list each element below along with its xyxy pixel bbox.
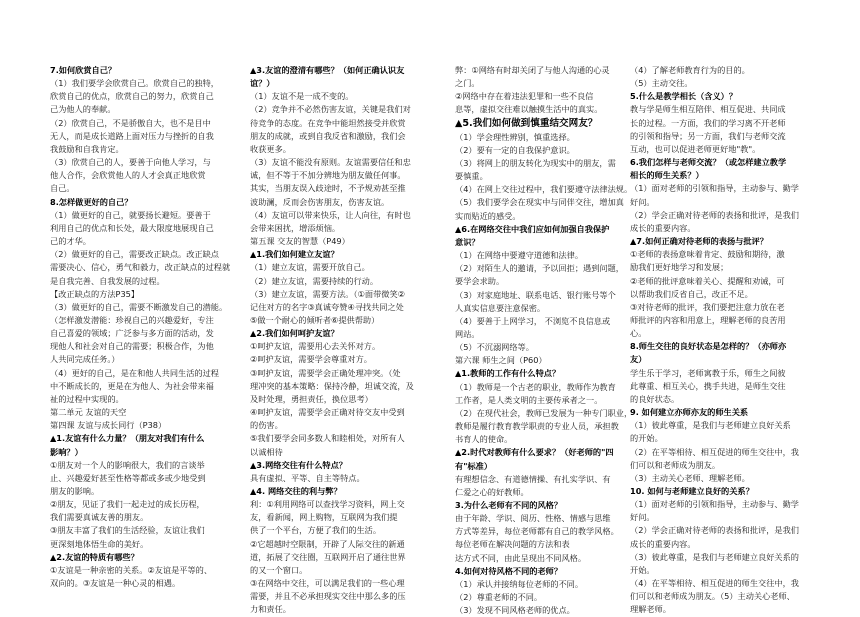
text-line: 其实，当朋友误入歧途时，不予规劝甚至推 [250, 183, 406, 194]
text-line: （1）建立友谊，需要开放自己。 [250, 262, 370, 273]
text-line: （3）彼此尊重，是我们与老师建立良好关系的 [630, 551, 799, 562]
column-1 [50, 64, 248, 590]
text-line: （1）我们要学会欣赏自己。欣赏自己的独特， [50, 78, 219, 89]
text-line: 要慎重。 [455, 171, 488, 182]
text-line: （2）做更好的自己，需要改正缺点。改正缺点 [50, 249, 219, 260]
text-line: （2）要有一定的自我保护意识。 [455, 144, 575, 155]
text-line: 欣赏自己的优点，欣赏自己的努力，欣赏自己 [50, 91, 214, 102]
text-line: （3）主动关心老师、理解老师。 [630, 472, 750, 483]
text-line: ⑤做一个耐心的倾听者⑥提供帮助） [250, 314, 380, 325]
section-heading: 谊？） [250, 78, 275, 89]
text-line: （5）主动交往。 [630, 78, 693, 89]
text-line: 会带来困扰，增添烦恼。 [250, 222, 341, 233]
text-line: （3）发现不同风格老师的优点。 [455, 605, 575, 616]
text-line: （2）在现代社会，教师已发展为一种专门职业， [455, 407, 633, 418]
text-line: 弊：①网络有时却关闭了与他人沟通的心灵 [455, 65, 610, 75]
text-line: 的引领和指导；另一方面，我们与老师交流 [630, 130, 786, 141]
text-line: （2）学会正确对待老师的表扬和批评，是我们 [630, 209, 799, 220]
text-line: 需要，并且不必承担现实交往中那么多的压 [250, 591, 406, 602]
text-line: （1）友谊不是一成不变的。 [250, 91, 354, 102]
text-line: 理冲突的基本策略：保持冷静，坦诚交流，及 [250, 380, 414, 391]
text-line: ⑤我们要学会同多数人和睦相处，对所有人 [250, 433, 405, 444]
text-line: 中不断成长的，更是在为他人、为社会带来福 [50, 380, 214, 391]
text-line: ①呵护友谊，需要用心去关怀对方。 [250, 341, 381, 352]
section-heading: ▲2.友谊的特质有哪些？ [50, 551, 139, 562]
text-line: 教与学是师生相互陪伴、相互促进、共同成 [630, 104, 786, 115]
text-line: ③呵护友谊，需要学会正确处理冲突。（处 [250, 367, 401, 378]
text-line: ②它超越时空限制，开辟了人际交往的新通 [250, 538, 405, 549]
text-line: （4）在平等相待、相互促进的师生交往中，我 [630, 578, 799, 589]
text-line: 以帮助我们反省自己，改正不足。 [630, 288, 753, 299]
section-heading: 4.如何对待风格不同的老师？ [455, 565, 563, 576]
text-line: ①朋友对一个人的影响很大，我们的言谈举 [50, 459, 205, 470]
column-3 [455, 64, 655, 617]
text-line: 好问。 [630, 196, 655, 207]
section-heading: 3.为什么老师有不同的风格？ [455, 500, 563, 510]
text-line: （2）学会正确对待老师的表扬和批评，是我们 [630, 525, 799, 536]
text-line: 教师是履行教育教学职责的专业人员，承担教 [455, 421, 619, 432]
text-line: 的良好状态。 [630, 393, 680, 404]
text-line: 以诚相待 [250, 446, 283, 457]
text-line: 达方式不同，由此呈现出不同风格。 [455, 552, 587, 563]
section-heading: ▲1.我们如何建立友谊？ [250, 249, 339, 260]
text-line: ①友谊是一种亲密的关系。②友谊是平等的、 [50, 564, 213, 575]
text-line: 们可以和老师成为朋友。 [630, 459, 721, 470]
text-line: 第二单元 友谊的天空 [50, 407, 127, 418]
text-line: （2）尊重老师的不同。 [455, 592, 543, 603]
text-line: （3）欣赏自己的人，要善于向他人学习，与 [50, 157, 211, 168]
text-line: 互动，也可以促进老师更好地"教"。 [630, 143, 761, 154]
text-line: （3）建立友谊，需要方法。（①面带微笑② [250, 288, 405, 299]
text-line: （4）了解老师教育行为的目的。 [630, 65, 750, 75]
text-line: （4）在网上交往过程中，我们要遵守法律法规。 [455, 184, 633, 195]
text-line: （5）不沉溺网络等。 [455, 342, 534, 353]
text-line: （3）将网上的朋友转化为现实中的朋友，需 [455, 157, 616, 168]
text-line: 自己喜爱的领域；广泛参与多方面的活动，发 [50, 328, 214, 339]
section-heading: ▲2.时代对教师有什么要求？（好老师的"四 [455, 447, 614, 458]
section-heading: 10. 如何与老师建立良好的关系？ [630, 486, 754, 496]
section-heading: ▲2.我们如何呵护友谊？ [250, 328, 339, 339]
text-line: 心。 [630, 328, 647, 339]
text-line: 工作者，是人类文明的主要传承者之一。 [455, 394, 603, 405]
text-line: 成长的重要内容。 [630, 538, 696, 549]
section-heading: ▲3.友谊的澄清有哪些？（如何正确认识友 [250, 65, 405, 75]
text-line: 网站。 [455, 328, 480, 339]
text-line: ①老师的表扬意味着肯定、鼓励和期待，激 [630, 249, 785, 260]
text-line: 要学会求助。 [455, 276, 505, 287]
section-heading: 9. 如何建立亦师亦友的师生关系 [630, 407, 749, 418]
section-heading: 8.师生交往的良好状态是怎样的？（亦师亦 [630, 341, 787, 352]
text-line: 书育人的使命。 [455, 434, 513, 445]
text-line: ②老师的批评意味着关心、提醒和劝诫，可 [630, 275, 785, 286]
section-heading: ▲4. 网络交往的利与弊？ [250, 486, 342, 496]
text-line: （1）在网络中要遵守道德和法律。 [455, 250, 584, 261]
text-line: 的伤害。 [250, 420, 283, 431]
text-line: 每位老师在解决问题的方法和表 [455, 539, 570, 550]
text-line: 长的过程。一方面，我们的学习离不开老师 [630, 117, 786, 128]
section-heading: 7.如何欣赏自己？ [50, 65, 117, 75]
text-line: 己的才华。 [50, 236, 91, 247]
text-line: ④呵护友谊，需要学会正确对待交友中受到 [250, 407, 405, 418]
section-heading: 友） [630, 354, 647, 365]
text-line: （1）做更好的自己，就要扬长避短。要善于 [50, 209, 211, 220]
text-line: 止、兴趣爱好甚至性格等都或多或少地受到 [50, 472, 206, 483]
text-line: 我鼓励和自我肯定。 [50, 143, 124, 154]
text-line: 友，看新闻，网上购物，互联网为我们提 [250, 512, 398, 523]
text-line: （1）学会理性辨别，慎重选择。 [455, 131, 575, 142]
section-heading: 意识？ [455, 236, 480, 247]
text-line: （2）建立友谊，需要持续的行动。 [250, 275, 379, 286]
section-heading: ▲7.如何正确对待老师的表扬与批评？ [630, 236, 768, 247]
text-line: 己为他人的奉献。 [50, 104, 116, 115]
text-line: 理解老师。 [630, 604, 671, 615]
text-line: 需要决心、信心，勇气和毅力，改正缺点的过程就 [50, 262, 231, 273]
text-line: （1）面对老师的引领和指导，主动参与、勤学 [630, 499, 799, 510]
text-line: 收获更多。 [250, 143, 291, 154]
text-line: 是自我完善、自我发展的过程。 [50, 275, 165, 286]
text-line: ③朋友丰富了我们的生活经验，友谊让我们 [50, 525, 205, 536]
text-line: 供了一个平台，方便了我们的生活。 [250, 525, 382, 536]
section-heading: ▲1.友谊有什么力量？（朋友对我们有什么 [50, 433, 205, 444]
section-heading: 5.什么是教学相长（含义）？ [630, 91, 738, 102]
text-line: 好问。 [630, 512, 655, 523]
text-line: 力和责任。 [250, 604, 291, 615]
text-line: （怎样激发潜能：珍视自己的兴趣爱好，专注 [50, 314, 214, 325]
section-heading: 有"标准） [455, 460, 493, 471]
text-line: 波助澜，反而会伤害朋友，伤害友谊。 [250, 196, 390, 207]
text-line: （2）竞争并不必然伤害友谊，关键是我们对 [250, 104, 411, 115]
text-line: 方式等差异，每位老师都有自己的教学风格。 [455, 526, 619, 537]
text-line: 励我们更好地学习和发展； [630, 262, 729, 273]
text-line: 开始。 [630, 564, 655, 575]
text-line: （1）教师是一个古老的职业，教师作为教育 [455, 381, 616, 392]
text-line: 道，拓展了交往圈，互联网开启了通往世界 [250, 551, 406, 562]
text-line: ②网络中存在着违法犯罪和一些不良信 [455, 91, 594, 102]
text-line: （1）承认并接纳每位老师的不同。 [455, 578, 584, 589]
text-line: 我们需要真诚友善的朋友。 [50, 512, 149, 523]
text-line: 第五课 交友的智慧（P49） [250, 236, 350, 247]
text-line: 现他人和社会对自己的需要；积极合作，为他 [50, 341, 214, 352]
text-line: 此尊重、相互关心，携手共进，是师生交往 [630, 380, 786, 391]
text-line: 仁爱之心的好教师。 [455, 486, 529, 497]
section-heading: ▲5.我们如何做到慎重结交网友？ [455, 117, 598, 129]
text-line: 祉的过程中实现的。 [50, 393, 124, 404]
text-line: （2）在平等相待、相互促进的师生交往中，我 [630, 446, 799, 457]
text-line: （3）做更好的自己，需要不断激发自己的潜能。 [50, 301, 228, 312]
column-2 [250, 64, 450, 617]
text-line: ②朋友，见证了我们一起走过的成长历程， [50, 499, 205, 510]
text-line: 利用自己的优点和长处，最大限度地展现自己 [50, 222, 214, 233]
text-line: 学生乐于学习，老师寓教于乐，师生之间彼 [630, 367, 786, 378]
text-line: 诚，但不等于不加分辨地为朋友做任何事。 [250, 170, 406, 181]
text-line: （4）更好的自己，是在和他人共同生活的过程 [50, 367, 219, 378]
section-heading: ▲6.在网络交往中我们应如何加强自我保护 [455, 223, 610, 234]
text-line: 息等，虚拟交往难以触摸生活中的真实。 [455, 104, 603, 115]
text-line: 记住对方的名字③真诚夸赞④寻找共同之处 [250, 301, 404, 312]
section-heading: 影响？） [50, 446, 83, 457]
text-line: 师批评的内容和用意上，理解老师的良苦用 [630, 314, 786, 325]
text-line: ③对待老师的批评，我们要把注意力放在老 [630, 301, 785, 312]
text-line: ②呵护友谊，需要学会尊重对方。 [250, 354, 372, 365]
text-line: （4）要善于上网学习， 不浏览不良信息或 [455, 315, 611, 326]
text-line: 第四课 友谊与成长同行（P38） [50, 420, 167, 431]
text-line: 的开始。 [630, 433, 663, 444]
text-line: 朋友的成就，或到自我反省和激励，我们会 [250, 130, 406, 141]
section-heading: ▲3.网络交往有什么特点？ [250, 459, 347, 470]
text-line: （2）对陌生人的邀请，予以回拒；遇到问题， [455, 263, 624, 274]
section-heading: 6.我们怎样与老师交流？（或怎样建立教学 [630, 157, 787, 168]
text-line: 由于年龄、学识、阅历、性格、情感与思维 [455, 513, 611, 524]
text-line: 利：①利用网络可以查找学习资料，网上交 [250, 499, 405, 510]
text-line: （5）我们要学会在现实中与同伴交往，增加真 [455, 197, 624, 208]
text-line: （1）彼此尊重，是我们与老师建立良好关系 [630, 420, 791, 431]
text-line: 成长的重要内容。 [630, 222, 696, 233]
text-line: 有理想信念、有道德情操、有扎实学识、有 [455, 473, 611, 484]
text-line: 双向的。③友谊是一种心灵的相遇。 [50, 578, 181, 589]
text-line: 待竞争的态度。在竞争中能坦然接受并欣赏 [250, 117, 406, 128]
section-heading: ▲1.教师的工作有什么特点？ [455, 368, 561, 379]
text-line: （1）面对老师的引领和指导，主动参与、勤学 [630, 183, 799, 194]
text-line: 第六课 师生之间（P60） [455, 355, 547, 366]
text-line: 实而贴近的感受。 [455, 210, 521, 221]
text-line: 具有虚拟、平等、自主等特点。 [250, 472, 365, 483]
text-line: 【改正缺点的方法P35】 [50, 288, 140, 299]
text-line: 自己。 [50, 183, 75, 194]
text-line: ③在网络中交往，可以满足我们的一些心理 [250, 578, 405, 589]
section-heading: 8.怎样做更好的自己？ [50, 196, 133, 207]
text-line: 更深刻地体悟生命的美好。 [50, 538, 149, 549]
text-line: （4）友谊可以带来快乐，让人向往，有时也 [250, 209, 411, 220]
text-line: 人真实信息要注意保密。 [455, 302, 546, 313]
text-line: 的又一个窗口。 [250, 564, 308, 575]
section-heading: 相长的师生关系？） [630, 170, 704, 181]
text-line: 之门。 [455, 78, 480, 89]
column-4 [630, 64, 830, 617]
text-line: （3）对家庭地址、联系电话、银行账号等个 [455, 289, 616, 300]
text-line: 及时处理，勇担责任，换位思考） [250, 393, 373, 404]
text-line: 朋友的影响。 [50, 486, 100, 496]
text-line: （3）友谊不能没有原则。友谊需要信任和忠 [250, 157, 411, 168]
text-line: 们可以和老师成为朋友。（5）主动关心老师、 [630, 591, 795, 602]
text-line: 无人，而是成长道路上面对压力与挫折的自我 [50, 130, 214, 141]
text-line: （2）欣赏自己，不是骄傲自大，也不是目中 [50, 117, 211, 128]
text-line: 人共同完成任务。） [50, 354, 120, 365]
text-line: 他人合作，会欣赏他人的人才会真正地欣赏 [50, 170, 206, 181]
